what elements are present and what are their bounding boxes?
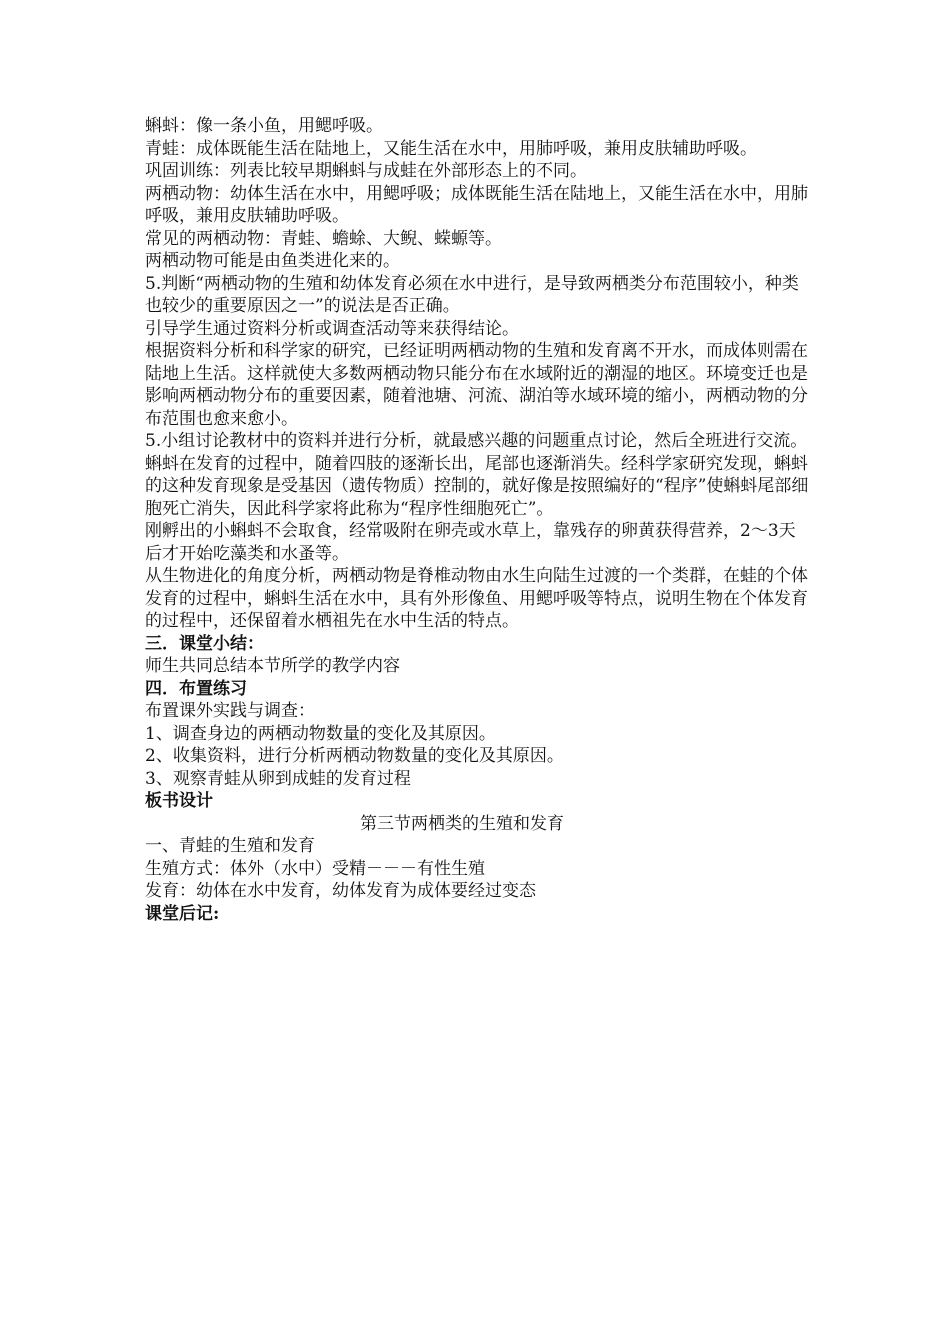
paragraph-hatched-tadpole: 刚孵出的小蝌蚪不会取食，经常吸附在卵壳或水草上，靠残存的卵黄获得营养，2～3天后才开始吃藻类和水蚤等。: [145, 521, 796, 564]
heading-board-design: 板书设计: [145, 791, 213, 811]
heading-class-notes: 课堂后记:: [145, 903, 220, 924]
paragraph-programmed-death: 蝌蚪在发育的过程中，随着四肢的逐渐长出，尾部也逐渐消失。经科学家研究发现，蝌蚪的这种发育现象是受基因（遗传物质）控制的，就好像是按照编好的“程序”使蝌蚪尾部细胞死亡消失，因此科学家将此称为“程序性细胞死亡”。: [145, 453, 809, 519]
paragraph-judgement-question: 5.判断“两栖动物的生殖和幼体发育必须在水中进行，是导致两栖类分布范围较小，种类也较少的重要原因之一”的说法是否正确。: [145, 273, 799, 316]
practice-item: 1、调查身边的两栖动物数量的变化及其原因。: [145, 723, 496, 744]
heading-summary: 三．课堂小结：: [145, 633, 264, 654]
paragraph-evolution-origin: 两栖动物可能是由鱼类进化来的。: [145, 251, 400, 271]
paragraph-evolution-analysis: 从生物进化的角度分析，两栖动物是脊椎动物由水生向陆生过渡的一个类群，在蛙的个体发育的过程中，蝌蚪生活在水中，具有外形像鱼、用鳃呼吸等特点，说明生物在个体发育的过程中，还保留着水栖祖先在水中生活的特点。: [145, 566, 808, 631]
paragraph-exercise: 巩固训练：列表比较早期蝌蚪与成蛙在外部形态上的不同。: [145, 161, 587, 181]
paragraph-tadpole: 蝌蚪：像一条小鱼，用鳃呼吸。: [145, 116, 383, 136]
document-page: [145, 115, 810, 925]
paragraph-amphibian-definition: 两栖动物：幼体生活在水中，用鳃呼吸；成体既能生活在陆地上，又能生活在水中，用肺呼吸，兼用皮肤辅助呼吸。: [145, 183, 808, 226]
board-title: 第三节两栖类的生殖和发育: [360, 813, 564, 834]
paragraph-analysis: 根据资料分析和科学家的研究，已经证明两栖动物的生殖和发育离不开水，而成体则需在陆地上生活。这样就使大多数两栖动物只能分布在水域附近的潮湿的地区。环境变迁也是影响两栖动物分布的重要因素，随着池塘、河流、湖泊等水域环境的缩小，两栖动物的分布范围也愈来愈小。: [145, 341, 808, 429]
paragraph-group-discussion: 5.小组讨论教材中的资料并进行分析，就最感兴趣的问题重点讨论，然后全班进行交流。: [145, 431, 808, 451]
board-line: 一、青蛙的生殖和发育: [145, 836, 315, 856]
board-line: 发育：幼体在水中发育，幼体发育为成体要经过变态: [145, 881, 536, 901]
summary-text: 师生共同总结本节所学的教学内容: [145, 656, 400, 676]
heading-practice: 四．布置练习: [145, 678, 247, 699]
board-line: 生殖方式：体外（水中）受精－－－有性生殖: [145, 858, 485, 879]
paragraph-guide-students: 引导学生通过资料分析或调查活动等来获得结论。: [145, 318, 519, 339]
paragraph-common-amphibians: 常见的两栖动物：青蛙、蟾蜍、大鲵、蝾螈等。: [145, 228, 502, 249]
practice-item: 3、观察青蛙从卵到成蛙的发育过程: [145, 768, 411, 789]
practice-intro: 布置课外实践与调查：: [145, 701, 315, 721]
practice-item: 2、收集资料，进行分析两栖动物数量的变化及其原因。: [145, 746, 564, 766]
paragraph-frog: 青蛙：成体既能生活在陆地上，又能生活在水中，用肺呼吸，兼用皮肤辅助呼吸。: [145, 138, 757, 159]
